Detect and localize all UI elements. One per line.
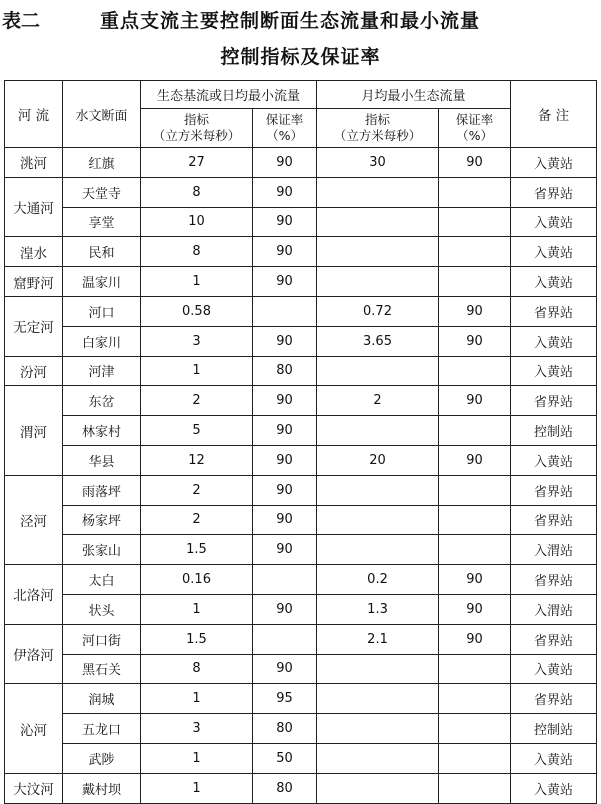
section-cell: 张家山 <box>63 535 141 565</box>
table-row <box>5 743 597 773</box>
daily-rate-cell: 90 <box>253 535 317 565</box>
header-monthly-indicator <box>317 109 439 148</box>
note-cell: 省界站 <box>511 386 597 416</box>
monthly-rate-cell <box>439 684 511 714</box>
daily-rate-cell: 90 <box>253 267 317 297</box>
flow-table <box>4 80 597 804</box>
note-cell: 入渭站 <box>511 594 597 624</box>
header-note: 备 注 <box>511 81 597 148</box>
monthly-rate-cell: 90 <box>439 386 511 416</box>
river-name-cell: 伊洛河 <box>5 624 63 684</box>
header-daily-rate <box>253 109 317 148</box>
section-cell: 河口街 <box>63 624 141 654</box>
table-row <box>5 654 597 684</box>
daily-rate-cell: 90 <box>253 416 317 446</box>
daily-rate-cell: 90 <box>253 445 317 475</box>
section-cell: 黑石关 <box>63 654 141 684</box>
table-row <box>5 714 597 744</box>
header-indicator-label: 指标 <box>365 112 391 127</box>
monthly-indicator-cell <box>317 773 439 803</box>
daily-rate-cell: 80 <box>253 714 317 744</box>
header-group-monthly: 月均最小生态流量 <box>317 81 511 109</box>
table-row <box>5 177 597 207</box>
note-cell: 入黄站 <box>511 445 597 475</box>
section-cell: 雨落坪 <box>63 475 141 505</box>
daily-indicator-cell: 3 <box>141 326 253 356</box>
monthly-rate-cell: 90 <box>439 326 511 356</box>
monthly-indicator-cell <box>317 714 439 744</box>
note-cell: 省界站 <box>511 565 597 595</box>
section-cell: 红旗 <box>63 148 141 178</box>
table-row <box>5 356 597 386</box>
daily-indicator-cell: 0.58 <box>141 296 253 326</box>
monthly-rate-cell: 90 <box>439 148 511 178</box>
river-name-cell: 沁河 <box>5 684 63 773</box>
monthly-rate-cell: 90 <box>439 445 511 475</box>
daily-rate-cell: 90 <box>253 386 317 416</box>
daily-indicator-cell: 5 <box>141 416 253 446</box>
monthly-indicator-cell <box>317 684 439 714</box>
note-cell: 入黄站 <box>511 326 597 356</box>
table-row <box>5 416 597 446</box>
note-cell: 入渭站 <box>511 535 597 565</box>
header-rate-unit: （%） <box>456 128 493 143</box>
daily-rate-cell <box>253 565 317 595</box>
daily-indicator-cell: 1 <box>141 267 253 297</box>
monthly-rate-cell: 90 <box>439 296 511 326</box>
daily-indicator-cell: 10 <box>141 207 253 237</box>
daily-indicator-cell: 8 <box>141 654 253 684</box>
monthly-rate-cell: 90 <box>439 594 511 624</box>
monthly-indicator-cell <box>317 475 439 505</box>
monthly-rate-cell <box>439 267 511 297</box>
section-cell: 太白 <box>63 565 141 595</box>
section-cell: 天堂寺 <box>63 177 141 207</box>
header-rate-unit: （%） <box>266 128 303 143</box>
daily-rate-cell: 50 <box>253 743 317 773</box>
monthly-rate-cell <box>439 654 511 684</box>
monthly-rate-cell <box>439 773 511 803</box>
header-rate-label: 保证率 <box>455 112 494 127</box>
section-cell: 白家川 <box>63 326 141 356</box>
river-name-cell: 渭河 <box>5 386 63 475</box>
table-title: 重点支流主要控制断面生态流量和最小流量 <box>100 10 481 32</box>
daily-indicator-cell: 8 <box>141 177 253 207</box>
monthly-rate-cell <box>439 505 511 535</box>
monthly-indicator-cell <box>317 237 439 267</box>
monthly-indicator-cell: 2 <box>317 386 439 416</box>
river-name-cell: 无定河 <box>5 296 63 356</box>
monthly-indicator-cell <box>317 267 439 297</box>
section-cell: 武陟 <box>63 743 141 773</box>
note-cell: 入黄站 <box>511 237 597 267</box>
header-section: 水文断面 <box>63 81 141 148</box>
monthly-rate-cell <box>439 535 511 565</box>
river-name-cell: 泾河 <box>5 475 63 564</box>
note-cell: 控制站 <box>511 714 597 744</box>
monthly-rate-cell <box>439 356 511 386</box>
river-name-cell: 北洛河 <box>5 565 63 625</box>
daily-rate-cell: 90 <box>253 148 317 178</box>
daily-rate-cell: 90 <box>253 505 317 535</box>
section-cell: 杨家坪 <box>63 505 141 535</box>
monthly-rate-cell <box>439 237 511 267</box>
table-row <box>5 207 597 237</box>
table-row <box>5 267 597 297</box>
daily-rate-cell: 90 <box>253 237 317 267</box>
note-cell: 省界站 <box>511 684 597 714</box>
table-row <box>5 237 597 267</box>
monthly-indicator-cell: 1.3 <box>317 594 439 624</box>
monthly-rate-cell <box>439 207 511 237</box>
section-cell: 河口 <box>63 296 141 326</box>
note-cell: 省界站 <box>511 624 597 654</box>
section-cell: 润城 <box>63 684 141 714</box>
monthly-indicator-cell: 3.65 <box>317 326 439 356</box>
header-group-daily: 生态基流或日均最小流量 <box>141 81 317 109</box>
table-row <box>5 475 597 505</box>
daily-indicator-cell: 1 <box>141 684 253 714</box>
daily-indicator-cell: 12 <box>141 445 253 475</box>
monthly-rate-cell <box>439 743 511 773</box>
monthly-indicator-cell <box>317 207 439 237</box>
note-cell: 入黄站 <box>511 654 597 684</box>
daily-indicator-cell: 1 <box>141 773 253 803</box>
river-name-cell: 大汶河 <box>5 773 63 803</box>
monthly-rate-cell: 90 <box>439 624 511 654</box>
note-cell: 入黄站 <box>511 148 597 178</box>
note-cell: 入黄站 <box>511 743 597 773</box>
daily-indicator-cell: 27 <box>141 148 253 178</box>
river-name-cell: 大通河 <box>5 177 63 237</box>
table-row <box>5 296 597 326</box>
table-row <box>5 565 597 595</box>
note-cell: 入黄站 <box>511 773 597 803</box>
monthly-indicator-cell: 30 <box>317 148 439 178</box>
table-label: 表二 <box>2 10 41 32</box>
header-river: 河 流 <box>5 81 63 148</box>
daily-indicator-cell: 3 <box>141 714 253 744</box>
table-body <box>5 148 597 804</box>
table-row <box>5 684 597 714</box>
header-indicator-unit: （立方米每秒） <box>333 128 422 143</box>
note-cell: 省界站 <box>511 505 597 535</box>
table-row <box>5 773 597 803</box>
section-cell: 状头 <box>63 594 141 624</box>
section-cell: 河津 <box>63 356 141 386</box>
table-row <box>5 505 597 535</box>
daily-indicator-cell: 0.16 <box>141 565 253 595</box>
section-cell: 戴村坝 <box>63 773 141 803</box>
table-row <box>5 326 597 356</box>
daily-rate-cell: 95 <box>253 684 317 714</box>
section-cell: 民和 <box>63 237 141 267</box>
river-name-cell: 湟水 <box>5 237 63 267</box>
header-indicator-unit: （立方米每秒） <box>152 128 241 143</box>
daily-rate-cell <box>253 296 317 326</box>
header-daily-indicator <box>141 109 253 148</box>
monthly-indicator-cell <box>317 535 439 565</box>
daily-rate-cell: 90 <box>253 326 317 356</box>
river-name-cell: 洮河 <box>5 148 63 178</box>
note-cell: 入黄站 <box>511 207 597 237</box>
table-row <box>5 148 597 178</box>
table-row <box>5 624 597 654</box>
table-row <box>5 386 597 416</box>
title-line-1 <box>0 6 601 34</box>
note-cell: 控制站 <box>511 416 597 446</box>
daily-indicator-cell: 2 <box>141 386 253 416</box>
table-header <box>5 81 597 148</box>
daily-rate-cell: 90 <box>253 475 317 505</box>
monthly-rate-cell: 90 <box>439 565 511 595</box>
note-cell: 省界站 <box>511 177 597 207</box>
section-cell: 享堂 <box>63 207 141 237</box>
monthly-indicator-cell <box>317 505 439 535</box>
monthly-indicator-cell: 0.72 <box>317 296 439 326</box>
daily-rate-cell: 80 <box>253 356 317 386</box>
header-monthly-rate <box>439 109 511 148</box>
monthly-indicator-cell: 0.2 <box>317 565 439 595</box>
section-cell: 林家村 <box>63 416 141 446</box>
daily-indicator-cell: 1.5 <box>141 624 253 654</box>
monthly-indicator-cell: 20 <box>317 445 439 475</box>
note-cell: 入黄站 <box>511 267 597 297</box>
monthly-indicator-cell <box>317 654 439 684</box>
note-cell: 入黄站 <box>511 356 597 386</box>
table-subtitle: 控制指标及保证率 <box>220 46 381 68</box>
monthly-indicator-cell <box>317 743 439 773</box>
monthly-rate-cell <box>439 416 511 446</box>
section-cell: 东岔 <box>63 386 141 416</box>
daily-indicator-cell: 1 <box>141 356 253 386</box>
monthly-indicator-cell <box>317 177 439 207</box>
header-indicator-label: 指标 <box>183 112 209 127</box>
monthly-rate-cell <box>439 714 511 744</box>
river-name-cell: 汾河 <box>5 356 63 386</box>
note-cell: 省界站 <box>511 296 597 326</box>
monthly-rate-cell <box>439 177 511 207</box>
monthly-indicator-cell <box>317 356 439 386</box>
monthly-rate-cell <box>439 475 511 505</box>
table-row <box>5 445 597 475</box>
daily-rate-cell <box>253 624 317 654</box>
daily-indicator-cell: 1 <box>141 743 253 773</box>
river-name-cell: 窟野河 <box>5 267 63 297</box>
daily-indicator-cell: 1 <box>141 594 253 624</box>
monthly-indicator-cell <box>317 416 439 446</box>
monthly-indicator-cell: 2.1 <box>317 624 439 654</box>
section-cell: 温家川 <box>63 267 141 297</box>
table-row <box>5 594 597 624</box>
note-cell: 省界站 <box>511 475 597 505</box>
header-rate-label: 保证率 <box>265 112 304 127</box>
daily-rate-cell: 90 <box>253 177 317 207</box>
daily-indicator-cell: 1.5 <box>141 535 253 565</box>
section-cell: 五龙口 <box>63 714 141 744</box>
daily-indicator-cell: 8 <box>141 237 253 267</box>
daily-rate-cell: 90 <box>253 207 317 237</box>
daily-rate-cell: 90 <box>253 654 317 684</box>
daily-indicator-cell: 2 <box>141 505 253 535</box>
daily-rate-cell: 80 <box>253 773 317 803</box>
daily-rate-cell: 90 <box>253 594 317 624</box>
table-row <box>5 535 597 565</box>
daily-indicator-cell: 2 <box>141 475 253 505</box>
section-cell: 华县 <box>63 445 141 475</box>
